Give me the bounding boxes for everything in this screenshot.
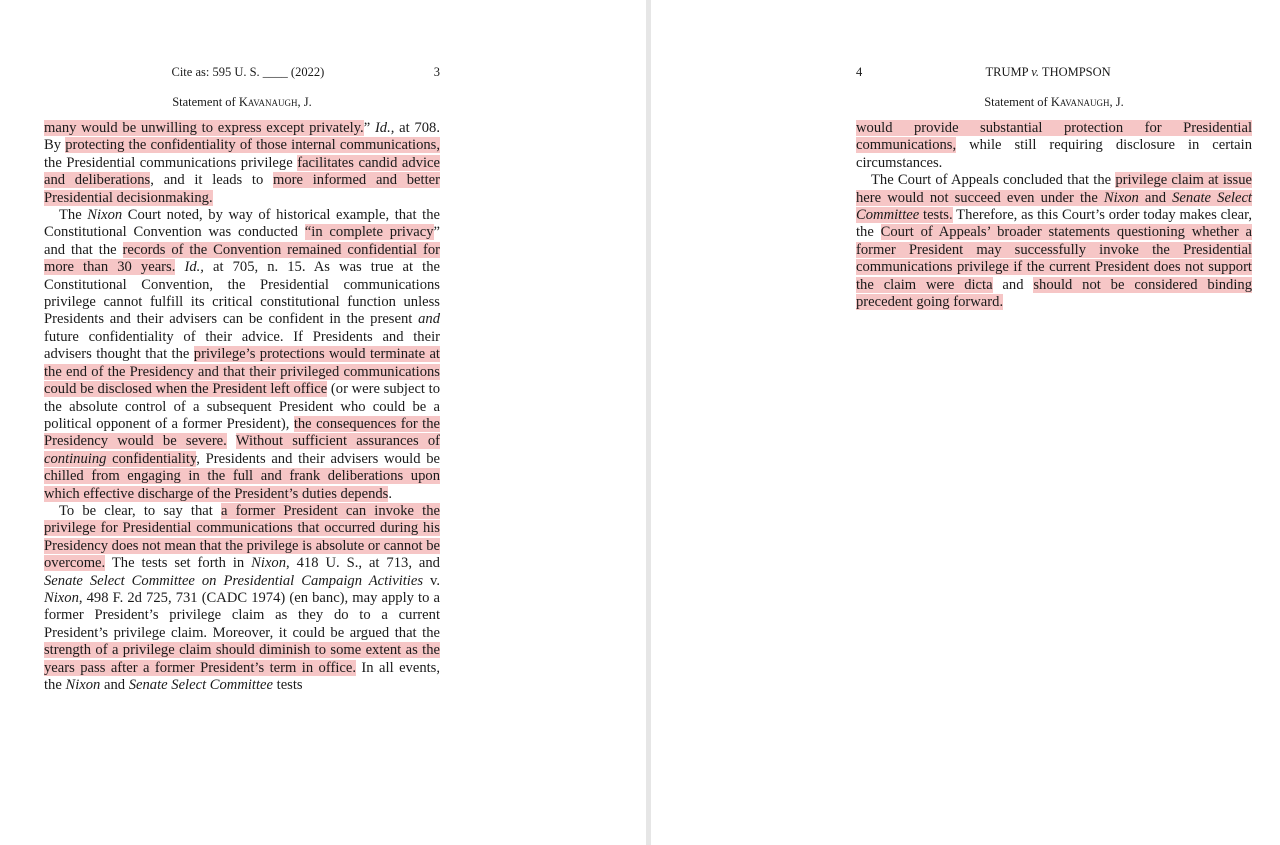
highlighted-text: confidentiality	[106, 450, 197, 467]
text-run: Court noted, by way of historical example, that the Constitutional Convention was conducted	[44, 207, 441, 241]
text-run: In all events, the	[44, 659, 441, 693]
highlighted-text: and	[1138, 189, 1173, 206]
highlighted-text: Nixon	[1103, 189, 1139, 206]
highlighted-text: records of the Convention remained confidential for more than 30 years.	[44, 241, 440, 276]
text-run: (or were subject to the absolute control of a subsequent President who could be a political opponent of a former President),	[44, 381, 441, 432]
statement-prefix: Statement of	[984, 95, 1051, 109]
text-run: , Presidents and their advisers would be	[196, 450, 440, 467]
text-run: Therefore, as this Court’s order today makes clear, the	[856, 207, 1252, 241]
left-page-header	[44, 64, 440, 80]
text-run: .	[388, 485, 392, 502]
case-title-versus: v.	[1031, 65, 1040, 79]
text-run: , and it leads to	[150, 172, 274, 189]
text-run: , 498 F. 2d 725, 731 (CADC 1974) (en banc), may apply to a former President’s privilege claim as they do to a current President’s privilege claim. Moreover, it could be argued that the	[44, 589, 440, 641]
left-body-text	[44, 120, 440, 694]
statement-prefix: Statement of	[172, 95, 239, 109]
citation: Cite as: 595 U. S. ____ (2022)	[171, 65, 325, 79]
text-run: Nixon	[87, 207, 123, 224]
highlighted-text: a former President can invoke the privilege for Presidential communications that occurred during his Presidency does not mean that the privilege is absolute or cannot be overcome.	[44, 502, 440, 572]
justice-name: Kavanaugh	[1050, 95, 1110, 109]
statement-heading	[44, 94, 440, 110]
text-run: v.	[423, 572, 440, 589]
right-body-text	[856, 120, 1252, 311]
text-run: Nixon	[65, 677, 101, 693]
highlighted-text: Without sufficient assurances of	[235, 433, 440, 450]
highlighted-text: strength of a privilege claim should diminish to some extent as the years pass after a former President’s term in office.	[44, 642, 440, 676]
highlighted-text: protecting the confidentiality of those internal communications,	[65, 137, 441, 154]
highlighted-text: “in complete privacy	[304, 224, 434, 241]
text-run: Id.,	[184, 259, 204, 276]
case-title-part1: TRUMP	[985, 65, 1032, 79]
highlighted-text: facilitates candid advice and deliberations	[44, 154, 440, 189]
text-run	[227, 433, 236, 449]
paragraph	[856, 120, 1252, 172]
highlighted-text: the consequences for the Presidency would be severe.	[44, 415, 440, 450]
text-run: at 708. By	[44, 120, 440, 154]
text-run: ” and that the	[44, 224, 440, 258]
text-run: and	[992, 276, 1034, 293]
page-number: 4	[856, 65, 863, 79]
paragraph	[44, 207, 440, 503]
highlighted-text: privilege’s protections would terminate at the end of the Presidency and that their privileged communications could be disclosed when the President left office	[44, 346, 440, 398]
text-run: The tests set forth in	[105, 555, 252, 572]
highlighted-text: would provide substantial protection for Presidential communications,	[856, 120, 1252, 154]
statement-heading	[856, 94, 1252, 110]
highlighted-text: privilege claim at issue here would not succeed even under the	[856, 172, 1253, 206]
justice-name: Kavanaugh	[238, 95, 298, 109]
text-run: To be clear, to say that	[59, 502, 221, 519]
text-run: while still requiring disclosure in certain circumstances.	[856, 137, 1252, 171]
text-run: Senate Select Committee	[128, 677, 273, 693]
text-run: and	[418, 311, 440, 328]
text-run: and	[100, 677, 129, 693]
right-page-header	[856, 64, 1252, 80]
highlighted-text: more informed and better Presidential decisionmaking.	[44, 172, 440, 206]
paragraph	[44, 503, 440, 694]
highlighted-text: Court of Appeals’ broader statements questioning whether a former President may successfully invoke the Presidential communications privilege if the current President does not support the claim were dicta	[856, 224, 1252, 293]
highlighted-text: Senate Select Committee	[856, 189, 1252, 224]
highlighted-text: tests.	[919, 207, 953, 224]
statement-suffix: , J.	[1109, 95, 1124, 109]
paragraph	[44, 120, 440, 207]
highlighted-text: many would be unwilling to express except privately.	[44, 120, 364, 136]
highlighted-text: continuing	[44, 450, 107, 467]
text-run: Nixon	[251, 555, 287, 572]
text-run: the Presidential communications privilege	[44, 154, 298, 171]
text-run: Id.,	[374, 120, 395, 136]
text-run: , 418 U. S., at 713, and	[286, 555, 440, 572]
highlighted-text: should not be considered binding precedent going forward.	[856, 276, 1252, 311]
text-run: Senate Select Committee on Presidential Campaign Activities	[44, 572, 424, 589]
page-number: 3	[433, 65, 440, 79]
text-run: tests	[273, 677, 303, 693]
text-run: The	[59, 207, 88, 224]
text-run: future confidentiality of their advice. If Presidents and their advisers thought that the	[44, 328, 440, 363]
text-run: at 705, n. 15. As was true at the Constitutional Convention, the Presidential communications privilege cannot fulfill its critical constitutional function unless Presidents and their advisers can be confident in the present	[44, 259, 440, 328]
highlighted-text: chilled from engaging in the full and frank deliberations upon which effective discharge of the President’s duties depends	[44, 468, 440, 502]
text-run: ”	[363, 120, 375, 136]
right-page	[651, 0, 1280, 845]
case-title-part2: THOMPSON	[1039, 65, 1111, 79]
paragraph	[856, 172, 1252, 311]
case-title	[862, 64, 1252, 80]
text-run: The Court of Appeals concluded that the	[871, 172, 1116, 189]
text-run: Nixon	[44, 589, 79, 606]
statement-suffix: , J.	[297, 95, 312, 109]
